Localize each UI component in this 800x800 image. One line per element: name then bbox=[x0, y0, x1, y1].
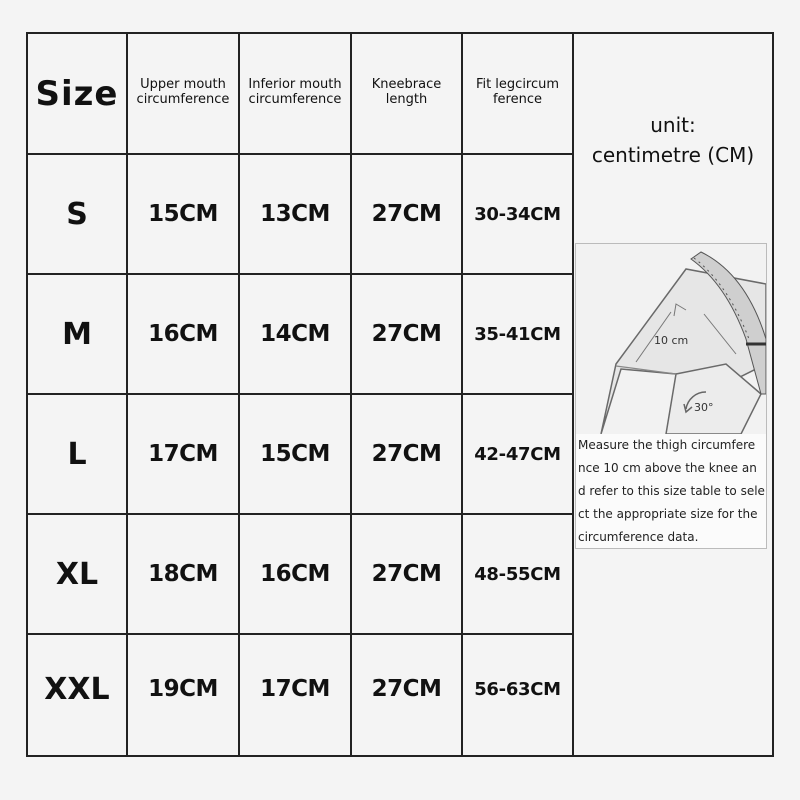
measurement-caption bbox=[578, 434, 767, 549]
row-xl-fit: 48-55CM bbox=[474, 563, 561, 585]
row-xl-inferior: 16CM bbox=[260, 561, 330, 587]
caption-line: Measure the thigh circumfere bbox=[578, 438, 756, 452]
row-xxl-size: XXL bbox=[44, 671, 110, 707]
caption-line: nce 10 cm above the knee an bbox=[578, 461, 757, 475]
knee-measure-illustration bbox=[575, 243, 767, 549]
knee-drawing bbox=[576, 244, 766, 434]
unit-label: unit: bbox=[650, 113, 696, 137]
header-inferior-mouth bbox=[239, 33, 351, 154]
header-size bbox=[27, 33, 127, 154]
row-s-upper: 15CM bbox=[148, 201, 218, 227]
row-s-length: 27CM bbox=[371, 201, 442, 227]
header-length-line1: Kneebrace bbox=[371, 76, 442, 92]
row-s-inferior: 13CM bbox=[260, 201, 330, 227]
row-l-size: L bbox=[67, 436, 87, 472]
row-xl-size: XL bbox=[55, 556, 99, 592]
distance-label: 10 cm bbox=[654, 334, 689, 347]
row-xxl-fit: 56-63CM bbox=[474, 678, 561, 700]
header-upper-mouth bbox=[127, 33, 239, 154]
row-xxl-length: 27CM bbox=[371, 676, 442, 702]
row-s-size: S bbox=[66, 196, 88, 232]
row-m-length: 27CM bbox=[371, 321, 442, 347]
row-m-fit: 35-41CM bbox=[474, 323, 561, 345]
header-inferior-line2: circumference bbox=[248, 91, 342, 107]
row-l-fit: 42-47CM bbox=[474, 443, 561, 465]
row-l-inferior: 15CM bbox=[260, 441, 330, 467]
row-xxl-inferior: 17CM bbox=[260, 676, 330, 702]
header-length-line2: length bbox=[385, 91, 428, 107]
row-xl-length: 27CM bbox=[371, 561, 442, 587]
angle-label: 30° bbox=[694, 401, 714, 414]
caption-line: circumference data. bbox=[578, 530, 699, 544]
header-inferior-line1: Inferior mouth bbox=[248, 76, 342, 92]
header-fit-leg bbox=[462, 33, 573, 154]
row-m-inferior: 14CM bbox=[260, 321, 330, 347]
row-s-fit: 30-34CM bbox=[474, 203, 561, 225]
header-fit-line2: ference bbox=[492, 91, 543, 107]
unit-value: centimetre (CM) bbox=[591, 143, 755, 167]
row-xxl-upper: 19CM bbox=[148, 676, 218, 702]
row-m-size: M bbox=[62, 316, 92, 352]
header-size-label: Size bbox=[35, 73, 119, 114]
unit-note bbox=[573, 80, 773, 200]
header-fit-line1: Fit legcircum bbox=[475, 76, 560, 92]
header-upper-line2: circumference bbox=[136, 91, 230, 107]
header-kneebrace-length bbox=[351, 33, 462, 154]
caption-line: d refer to this size table to sele bbox=[578, 484, 765, 498]
caption-line: ct the appropriate size for the bbox=[578, 507, 758, 521]
row-xl-upper: 18CM bbox=[148, 561, 218, 587]
row-m-upper: 16CM bbox=[148, 321, 218, 347]
row-l-upper: 17CM bbox=[148, 441, 218, 467]
row-l-length: 27CM bbox=[371, 441, 442, 467]
header-upper-line1: Upper mouth bbox=[140, 76, 226, 92]
